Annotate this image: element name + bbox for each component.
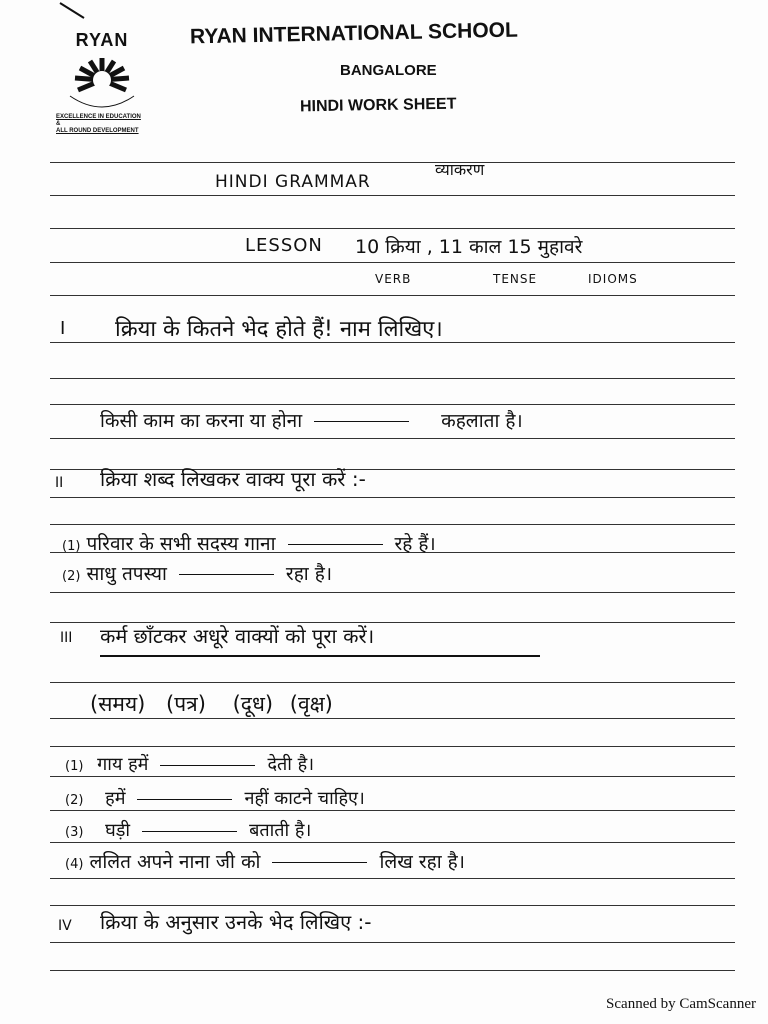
item-number: (1) bbox=[62, 539, 81, 554]
ruled-line bbox=[50, 295, 735, 296]
answer-blank[interactable] bbox=[272, 862, 367, 863]
ruled-line bbox=[50, 162, 735, 163]
item-text-before: हमें bbox=[105, 788, 126, 809]
ruled-line bbox=[50, 970, 735, 971]
ruled-line bbox=[50, 404, 735, 405]
item-number: (3) bbox=[65, 825, 84, 840]
school-logo bbox=[52, 30, 152, 140]
option-word: (दूध) bbox=[232, 692, 274, 716]
definition-sentence bbox=[100, 407, 523, 433]
logo-name: RYAN bbox=[75, 30, 129, 50]
item-text-after: रहा है। bbox=[285, 563, 333, 585]
option-word: (समय) bbox=[90, 692, 146, 716]
ruled-line bbox=[50, 438, 735, 439]
ruled-line bbox=[50, 524, 735, 525]
section-3-instruction: कर्म छाँटकर अधूरे वाक्यों को पूरा करें। bbox=[100, 624, 375, 648]
section-2-instruction: क्रिया शब्द लिखकर वाक्य पूरा करें :- bbox=[100, 467, 366, 491]
item-text-before: परिवार के सभी सदस्य गाना bbox=[86, 533, 276, 555]
option-word: (वृक्ष) bbox=[289, 692, 333, 716]
ruled-line bbox=[50, 497, 735, 498]
logo-tagline: ALL ROUND DEVELOPMENT bbox=[56, 128, 139, 134]
grammar-heading: HINDI GRAMMAR bbox=[215, 172, 371, 192]
item-text-after: लिख रहा है। bbox=[379, 851, 465, 873]
grammar-hindi: व्याकरण bbox=[435, 160, 485, 179]
section-1-question: क्रिया के कितने भेद होते हैं! नाम लिखिए। bbox=[115, 317, 443, 342]
ruled-line bbox=[50, 378, 735, 379]
item-text-before: घड़ी bbox=[105, 820, 131, 841]
logo-tagline-amp: & bbox=[56, 121, 61, 127]
section-numeral: IV bbox=[58, 918, 72, 934]
list-item bbox=[62, 530, 436, 556]
definition-text-after: कहलाता है। bbox=[441, 410, 523, 432]
ruled-line bbox=[50, 776, 735, 777]
ruled-line bbox=[50, 592, 735, 593]
list-item bbox=[62, 560, 332, 586]
option-word: (पत्र) bbox=[166, 692, 206, 716]
answer-blank[interactable] bbox=[142, 831, 237, 832]
item-text-after: देती है। bbox=[267, 754, 315, 775]
instruction-underline bbox=[100, 655, 540, 657]
list-item bbox=[65, 848, 465, 874]
item-number: (2) bbox=[65, 793, 84, 808]
item-number: (2) bbox=[62, 569, 81, 584]
logo-tagline: EXCELLENCE IN EDUCATION bbox=[56, 114, 141, 120]
item-text-before: गाय हमें bbox=[97, 754, 149, 775]
list-item bbox=[65, 818, 311, 842]
ruled-line bbox=[50, 746, 735, 747]
section-numeral: II bbox=[55, 475, 64, 491]
school-name: RYAN INTERNATIONAL SCHOOL bbox=[189, 18, 519, 49]
ruled-line bbox=[50, 905, 735, 906]
answer-blank[interactable] bbox=[314, 421, 409, 422]
list-item bbox=[65, 752, 314, 776]
city-name: BANGALORE bbox=[340, 62, 437, 79]
item-text-before: साधु तपस्या bbox=[86, 563, 167, 585]
section-4-instruction: क्रिया के अनुसार उनके भेद लिखिए :- bbox=[100, 910, 372, 934]
item-number: (1) bbox=[65, 759, 84, 774]
lesson-list: 10 क्रिया , 11 काल 15 मुहावरे bbox=[355, 236, 583, 258]
ruled-line bbox=[50, 682, 735, 683]
ruled-line bbox=[50, 718, 735, 719]
sunburst-logo-icon bbox=[64, 52, 140, 120]
ruled-line bbox=[50, 195, 735, 196]
ruled-line bbox=[50, 842, 735, 843]
section-numeral: III bbox=[60, 630, 73, 646]
answer-blank[interactable] bbox=[179, 574, 274, 575]
item-text-after: रहे हैं। bbox=[394, 533, 436, 555]
item-text-before: ललित अपने नाना जी को bbox=[89, 851, 261, 873]
ruled-line bbox=[50, 942, 735, 943]
lesson-topic-idioms: IDIOMS bbox=[588, 272, 638, 286]
ruled-line bbox=[50, 810, 735, 811]
item-text-after: नहीं काटने चाहिए। bbox=[244, 788, 365, 809]
answer-blank[interactable] bbox=[137, 799, 232, 800]
lesson-label: LESSON bbox=[245, 235, 323, 256]
lesson-topic-tense: TENSE bbox=[493, 272, 538, 286]
section-numeral: I bbox=[60, 318, 66, 339]
pen-stroke-mark bbox=[58, 0, 88, 22]
ruled-line bbox=[50, 878, 735, 879]
scanner-watermark: Scanned by CamScanner bbox=[606, 996, 756, 1012]
ruled-line bbox=[50, 262, 735, 263]
answer-blank[interactable] bbox=[160, 765, 255, 766]
options-row bbox=[90, 690, 333, 718]
list-item bbox=[65, 786, 365, 810]
ruled-line bbox=[50, 228, 735, 229]
item-number: (4) bbox=[65, 857, 84, 872]
item-text-after: बताती है। bbox=[249, 820, 312, 841]
lesson-topic-verb: VERB bbox=[375, 272, 412, 286]
definition-text-before: किसी काम का करना या होना bbox=[100, 410, 303, 432]
worksheet-title: HINDI WORK SHEET bbox=[299, 95, 457, 116]
answer-blank[interactable] bbox=[288, 544, 383, 545]
